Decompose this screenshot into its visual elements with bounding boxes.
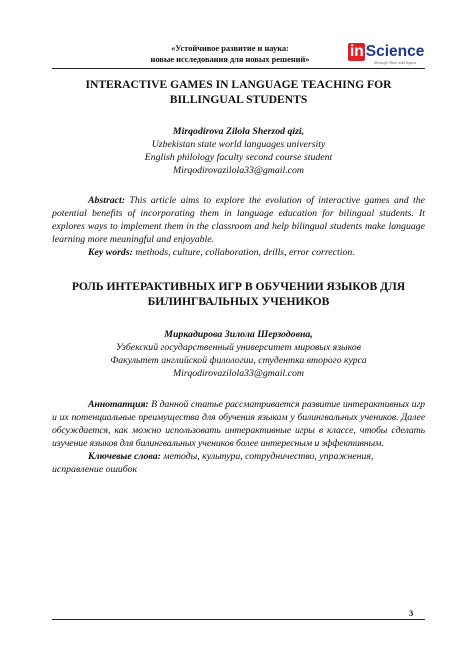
russian-title-line1: РОЛЬ ИНТЕРАКТИВНЫХ ИГР В ОБУЧЕНИИ ЯЗЫКОВ ДЛЯ xyxy=(71,280,406,293)
english-keywords-text: methods, culture, collaboration, drills, error correction. xyxy=(135,247,355,258)
english-author-email: Mirqodirovazilola33@gmail.com xyxy=(172,165,304,176)
journal-title-line2: новые исследования для новых решений» xyxy=(150,54,310,64)
english-keywords xyxy=(52,246,425,259)
russian-keywords-label: Ключевые слова: xyxy=(88,451,161,462)
english-affiliation-university: Uzbekistan state world languages university xyxy=(151,139,326,150)
logo-tagline: through Time and Space xyxy=(374,61,417,65)
logo-science-text: Science xyxy=(365,43,425,60)
english-abstract-text: This article aims to explore the evolution of interactive games and the potential benefits of incorporating them in language education for bilingual students. It explores ways to implement them in the classroom and help bilingual students make language learning more meaningful and enjoyable. xyxy=(52,195,426,245)
english-affiliation-faculty: English philology faculty second course student xyxy=(144,152,333,163)
russian-affiliation-university: Узбекский государственный университет мировых языков xyxy=(115,342,362,353)
page-header xyxy=(0,28,459,68)
russian-affiliation-faculty: Факультет английской филологии, студентка второго курса xyxy=(110,355,367,366)
russian-author-name: Миркадирова Зилола Шерзодовна, xyxy=(164,329,313,340)
journal-title-line1: «Устойчивое развитие и наука: xyxy=(171,44,289,53)
journal-title xyxy=(120,44,340,65)
russian-author-email: Mirqodirovazilola33@gmail.com xyxy=(172,368,304,379)
russian-abstract xyxy=(52,398,425,450)
english-title xyxy=(52,77,425,107)
russian-keywords-text: методы, культура, сотрудничество, упражнения, исправление ошибок xyxy=(52,451,374,475)
article-content xyxy=(52,77,425,476)
logo-wordmark xyxy=(348,43,424,61)
english-author-name: Mirqodirova Zilola Sherzod qizi, xyxy=(172,126,305,137)
page-number: 3 xyxy=(409,608,414,618)
russian-title xyxy=(52,279,425,309)
russian-keywords xyxy=(52,450,425,476)
russian-title-line2: БИЛИНГВАЛЬНЫХ УЧЕНИКОВ xyxy=(147,295,330,308)
logo-in-badge: in xyxy=(350,43,364,60)
russian-abstract-text: В данной статье рассматривается развитие интерактивных игр и их потенциальные преимущества для обучения языкам у билингвальных учеников. Далее обсуждается, как можно использовать интерактивные игры в классе, чтобы сделать изучение языков для билингвальных учеников более интересным и эффективным. xyxy=(52,399,425,449)
russian-abstract-label: Аннотатция: xyxy=(88,399,149,410)
english-abstract-label: Abstract: xyxy=(88,195,126,206)
english-abstract xyxy=(52,194,425,246)
english-title-line1: INTERACTIVE GAMES IN LANGUAGE TEACHING FOR xyxy=(85,78,392,91)
english-keywords-label: Key words: xyxy=(88,247,133,258)
russian-author-block xyxy=(52,328,425,380)
header-divider xyxy=(52,68,425,69)
footer-divider xyxy=(52,619,425,620)
english-title-line2: BILLINGUAL STUDENTS xyxy=(169,93,308,106)
english-author-block xyxy=(52,125,425,177)
inscience-logo xyxy=(348,43,425,71)
